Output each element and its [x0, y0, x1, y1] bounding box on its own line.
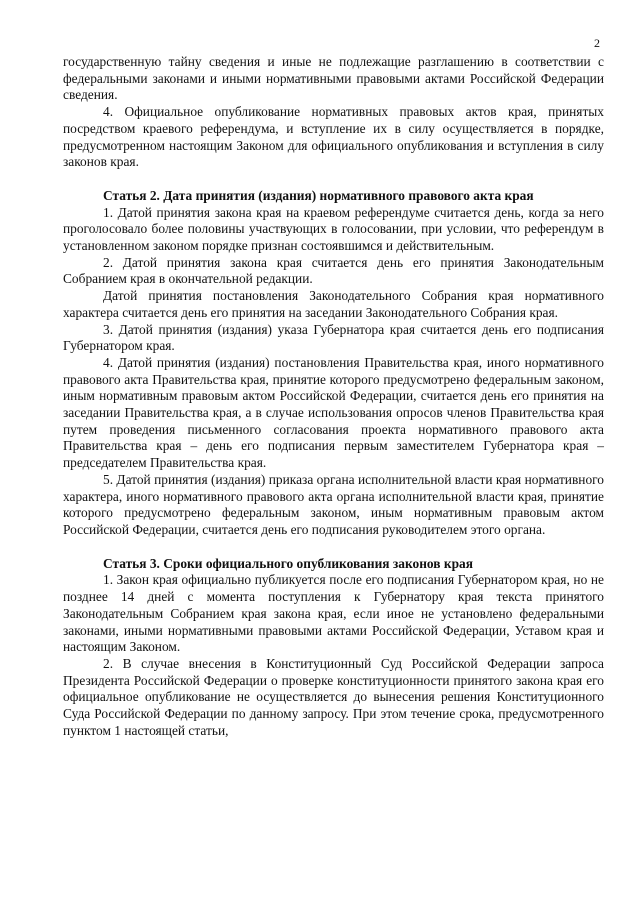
- page-number: 2: [594, 36, 600, 50]
- article-2-paragraph: 4. Датой принятия (издания) постановления Правительства края, иного нормативного правового акта Правительства края, принятие которого предусмотрено федеральным законом, иным нормативным правовым актом Российской Федерации, считается день его принятия на заседании Правительства края, а в случае использования опросов членов Правительства края путем проведения письменного согласования проекта нормативного правового акта Правительства края – день его подписания первым заместителем Губернатора края – председателем Правительства края.: [63, 354, 604, 471]
- document-body: [63, 54, 604, 739]
- article-2-paragraph: 5. Датой принятия (издания) приказа органа исполнительной власти края нормативного характера, иного нормативного правового акта органа исполнительной власти края, принятие которого предусмотрено федеральным законом, иным нормативным правовым актом Российской Федерации, считается день его подписания руководителем этого органа.: [63, 471, 604, 537]
- intro-paragraph-continuation: государственную тайну сведения и иные не подлежащие разглашению в соответствии с федеральными законами и иными нормативными правовыми актами Российской Федерации сведения.: [63, 54, 604, 103]
- article-2-paragraph: Датой принятия постановления Законодательного Собрания края нормативного характера считается день его принятия на заседании Законодательного Собрания края.: [63, 288, 604, 320]
- article-3-paragraph: 1. Закон края официально публикуется после его подписания Губернатором края, но не позднее 14 дней с момента поступления к Губернатору края текста принятого Законодательным Собранием края закона края, если иное не установлено федеральными законами, иными нормативными правовыми актами Российской Федерации, Уставом края и настоящим Законом.: [63, 572, 604, 655]
- intro-paragraph-4: 4. Официальное опубликование нормативных правовых актов края, принятых посредством краевого референдума, и вступление их в силу осуществляется в порядке, предусмотренном настоящим Законом для официального опубликования и вступления в силу законов края.: [63, 104, 604, 170]
- article-2-title: Статья 2. Дата принятия (издания) нормативного правового акта края: [103, 187, 534, 203]
- article-2-paragraph: 1. Датой принятия закона края на краевом референдуме считается день, когда за него проголосовало более половины участвующих в голосовании, при условии, что референдум в установленном законом порядке признан состоявшимся и действительным.: [63, 204, 604, 254]
- article-3-paragraph: 2. В случае внесения в Конституционный Суд Российской Федерации запроса Президента Российской Федерации о проверке конституционности принятого закона края его официальное опубликование не осуществляется до вынесения решения Конституционного Суда Российской Федерации по данному запросу. При этом течение срока, предусмотренного пунктом 1 настоящей статьи,: [63, 655, 604, 738]
- article-3-title: Статья 3. Сроки официального опубликования законов края: [103, 555, 473, 571]
- article-2-paragraph: 2. Датой принятия закона края считается день его принятия Законодательным Собранием края в окончательной редакции.: [63, 254, 604, 287]
- article-2-paragraph: 3. Датой принятия (издания) указа Губернатора края считается день его подписания Губернатором края.: [63, 321, 604, 354]
